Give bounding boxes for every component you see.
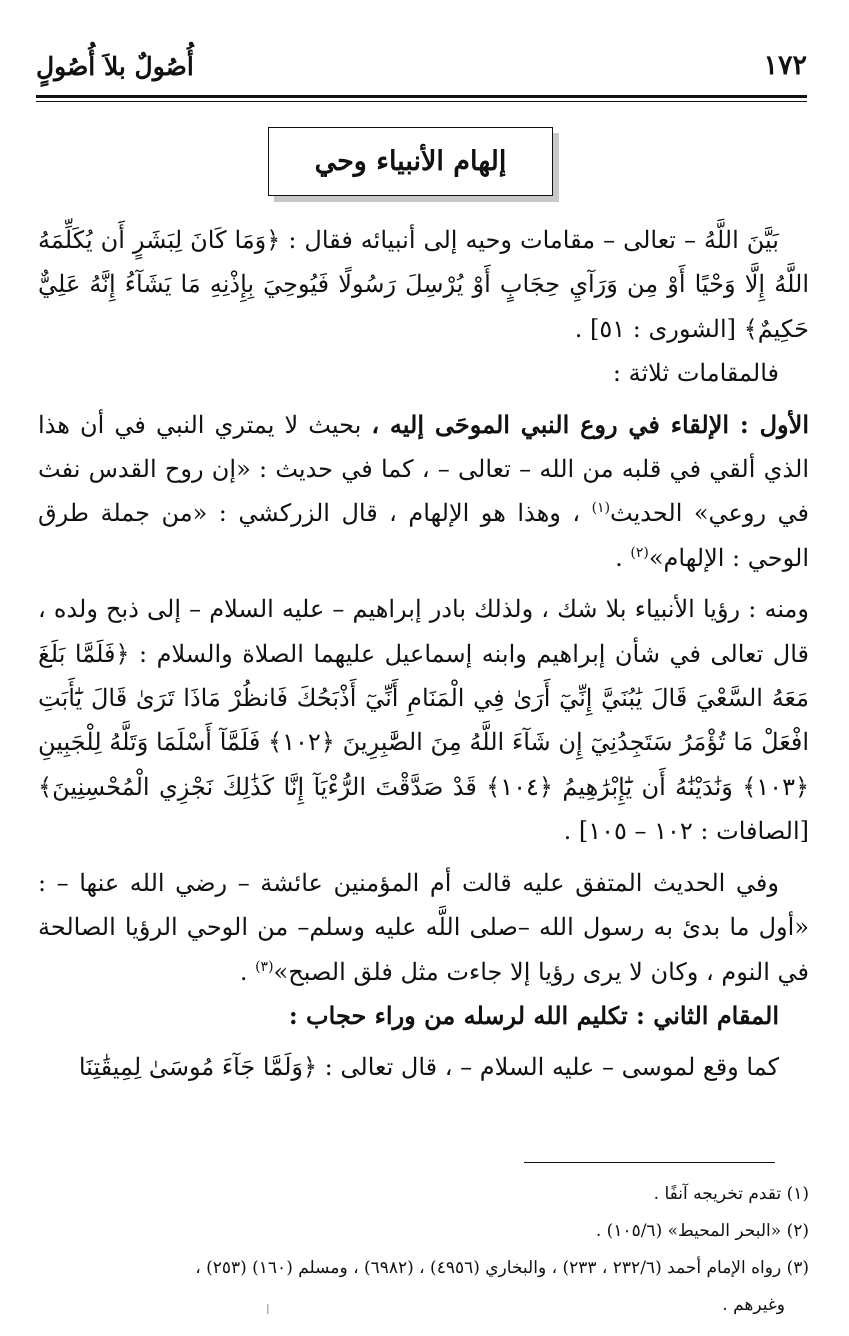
ibrahim-text: ومنه : رؤيا الأنبياء بلا شك ، ولذلك بادر إبراهيم – عليه السلام – إلى ذبح ولده ، قال تعالى في شأن إبراهيم وابنه إسماعيل عليهما الصلاة والسلام : xyxy=(38,595,809,668)
first-maqam-label: الأول : الإلقاء في روع النبي الموحَى إليه ، xyxy=(371,409,809,439)
maqamat-paragraph xyxy=(38,351,809,395)
main-text xyxy=(38,218,809,1090)
citation-shura: [الشورى : ٥١] . xyxy=(574,314,744,343)
first-maqam-text-b: ، وهذا هو الإلهام ، قال الزركشي : «من جملة طرق الوحي : الإلهام» xyxy=(38,499,809,572)
footnote-separator xyxy=(524,1162,775,1163)
section-title-box xyxy=(268,127,553,196)
footnote-ref-1[interactable]: (١) xyxy=(591,500,611,517)
second-maqam-heading: المقام الثاني : تكليم الله لرسله من وراء حجاب : xyxy=(288,1000,779,1030)
quran-verse-saffat: ﴿فَلَمَّا بَلَغَ مَعَهُ السَّعْيَ قَالَ يَٰبُنَيَّ إِنِّيٓ أَرَىٰ فِي الْمَنَامِ أَنِّيٓ أَذْبَحُكَ فَانظُرْ مَاذَا تَرَىٰ قَالَ يَٰٓأَبَتِ افْعَلْ مَا تُؤْمَرُ سَتَجِدُنِيٓ إِن شَآءَ اللَّهُ مِنَ الصَّٰبِرِينَ ﴿١٠٢﴾ فَلَمَّآ أَسْلَمَا وَتَلَّهُ لِلْجَبِينِ ﴿١٠٣﴾ وَنَٰدَيْنَٰهُ أَن يَٰٓإِبْرَٰهِيمُ ﴿١٠٤﴾ قَدْ صَدَّقْتَ الرُّءْيَآ إِنَّا كَذَٰلِكَ نَجْزِي الْمُحْسِنِينَ﴾ xyxy=(38,639,810,801)
footnote-3-continued: وغيرهم . xyxy=(722,1295,785,1315)
header-rule-thin xyxy=(36,101,807,102)
musa-paragraph xyxy=(38,1045,809,1089)
hadith-text: وفي الحديث المتفق عليه قالت أم المؤمنين عائشة – رضي الله عنها – : «أول ما بدئ به رسول الله –صلى اللَّه عليه وسلم– من الوحي الرؤيا الصالحة في النوم ، وكان لا يرى رؤيا إلا جاءت مثل فلق الصبح» xyxy=(38,868,809,986)
book-title: أُصُولٌ بلاَ أُصُولٍ xyxy=(36,52,194,81)
hadith-paragraph xyxy=(38,861,809,994)
citation-saffat: [الصافات : ١٠٢ – ١٠٥] . xyxy=(563,817,809,846)
page-number: ١٧٢ xyxy=(763,50,807,81)
footnote-3: (٣) رواه الإمام أحمد (٢٣٢/٦ ، ٢٣٣) ، والبخاري (٤٩٥٦) ، (٦٩٨٢) ، ومسلم (١٦٠) (٢٥٣) ، xyxy=(195,1258,809,1278)
footnote-ref-2[interactable]: (٢) xyxy=(630,544,649,561)
first-maqam-text-a: بحيث لا يمتري النبي في أن هذا الذي ألقي في قلبه من الله – تعالى – ، كما في حديث : «إن روح القدس نفث في روعي» الحديث xyxy=(38,410,809,528)
maqamat-text: فالمقامات ثلاثة : xyxy=(612,359,779,388)
first-maqam-paragraph xyxy=(38,403,809,581)
first-maqam-text-c: . xyxy=(615,543,631,572)
hadith-end: . xyxy=(239,957,256,986)
quran-verse-araf: ﴿وَلَمَّا جَآءَ مُوسَىٰ لِمِيقَٰتِنَا xyxy=(78,1053,318,1082)
footnote-1: (١) تقدم تخريجه آنفًا . xyxy=(653,1184,809,1204)
ibrahim-paragraph xyxy=(38,587,809,853)
section-title: إلهام الأنبياء وحي xyxy=(314,146,507,177)
page-header xyxy=(36,46,807,90)
quran-verse-shura: ﴿وَمَا كَانَ لِبَشَرٍ أَن يُكَلِّمَهُ اللَّهُ إِلَّا وَحْيًا أَوْ مِن وَرَآيِ حِجَابٍ أَوْ يُرْسِلَ رَسُولًا فَيُوحِيَ بِإِذْنِهِ مَا يَشَآءُ إِنَّهُ عَلِيٌّ حَكِيمٌ﴾ xyxy=(38,226,809,343)
footnote-ref-3[interactable]: (٣) xyxy=(255,958,274,975)
margin-mark: ا xyxy=(266,1303,270,1318)
header-rule-thick xyxy=(36,95,807,98)
intro-paragraph xyxy=(38,218,809,351)
footnote-2: (٢) «البحر المحيط» (١٠٥/٦) . xyxy=(595,1221,809,1241)
intro-text: بَيَّنَ اللَّهُ – تعالى – مقامات وحيه إلى أنبيائه فقال : xyxy=(280,226,779,254)
musa-text: كما وقع لموسى – عليه السلام – ، قال تعالى : xyxy=(317,1053,779,1082)
footnotes xyxy=(38,1176,809,1324)
